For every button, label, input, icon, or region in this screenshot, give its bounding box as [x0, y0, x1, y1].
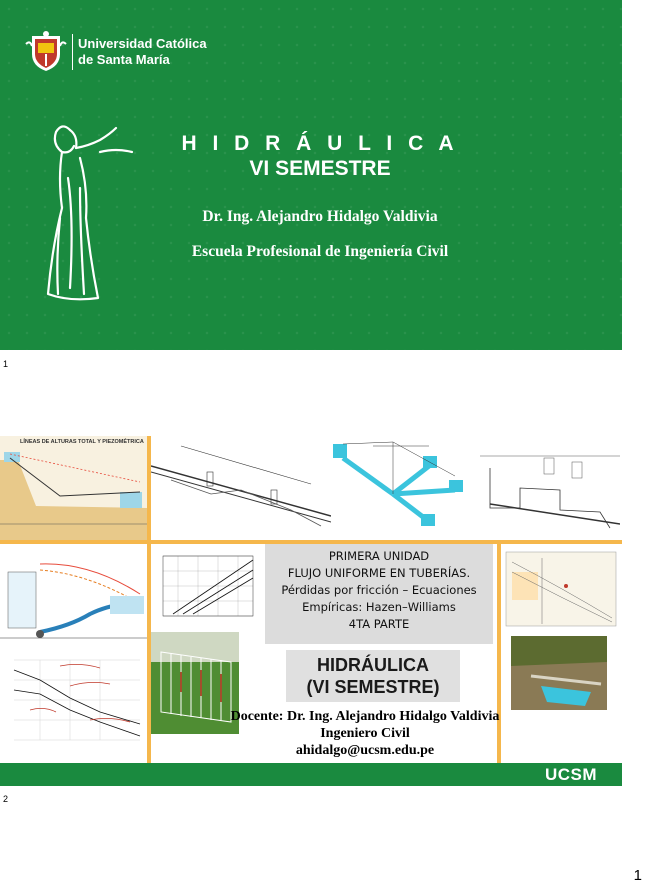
unit-line-1: PRIMERA UNIDAD [328, 549, 430, 563]
slide-2 [0, 436, 622, 786]
slide-1 [0, 0, 622, 350]
instructor-role: Ingeniero Civil [320, 726, 410, 741]
course-title-line1: HIDRÁULICA [317, 655, 429, 675]
channel-construction-photo [511, 636, 607, 710]
piezometric-line-diagram [0, 436, 147, 540]
course-title-box [286, 650, 460, 702]
footer-bar [0, 763, 622, 786]
slide-number-1: 1 [3, 359, 9, 369]
university-name-line1: Universidad Católica [78, 36, 207, 51]
instructor-name: Docente: Dr. Ing. Alejandro Hidalgo Valdivia [230, 709, 500, 724]
diagram-title: LÍNEAS DE ALTURAS TOTAL Y PIEZOMÉTRICA [20, 439, 144, 445]
pipe-network-diagram [333, 436, 478, 540]
unit-description-box [265, 544, 493, 644]
course-title-line2: (VI SEMESTRE) [306, 677, 440, 697]
longitudinal-profile-diagram [480, 448, 620, 530]
brand-logo-text: UCSM [545, 765, 598, 784]
university-name-line2: de Santa María [78, 52, 170, 67]
pipe-profile-diagram [151, 436, 331, 540]
piezometric-drawing [0, 446, 147, 540]
instructor-email[interactable]: ahidalgo@ucsm.edu.pe [295, 743, 435, 758]
course-title: H I D R Á U L I C A [181, 132, 459, 155]
loss-chart-diagram [502, 548, 620, 630]
unit-line-3: Pérdidas por fricción – Ecuaciones [281, 583, 477, 597]
unit-line-5: 4TA PARTE [348, 617, 410, 631]
pump-energy-line-diagram [0, 544, 147, 646]
friction-factor-chart [153, 546, 263, 626]
logo-divider [72, 34, 73, 70]
annotated-chart-diagram [0, 650, 147, 750]
page-number: 1 [633, 867, 642, 884]
slide-number-2: 2 [3, 794, 9, 804]
unit-line-4: Empíricas: Hazen–Williams [302, 600, 456, 614]
virgin-statue-illustration [40, 118, 144, 304]
unit-line-2: FLUJO UNIFORME EN TUBERÍAS. [287, 566, 471, 580]
instructor-block [200, 708, 530, 759]
semester-title: VI SEMESTRE [249, 157, 391, 180]
school-name: Escuela Profesional de Ingeniería Civil [191, 243, 449, 260]
university-crest-logo [24, 30, 68, 72]
author-name: Dr. Ing. Alejandro Hidalgo Valdivia [202, 208, 438, 225]
